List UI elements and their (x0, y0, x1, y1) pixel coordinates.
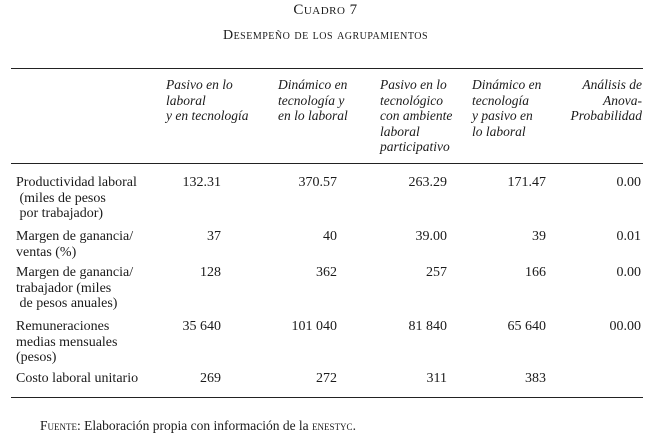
row-label-line: ventas (%) (16, 244, 77, 260)
row-label-line: medias mensuales (16, 334, 118, 350)
header-rule (11, 163, 643, 164)
table-cell: 171.47 (507, 175, 546, 190)
table-cell: 269 (200, 371, 221, 386)
column-header-1 (166, 77, 268, 124)
table-cell: 370.57 (298, 175, 337, 190)
row-label-line: Remuneraciones (16, 319, 110, 334)
table-cell: 35 640 (182, 319, 221, 334)
column-header-4 (472, 77, 562, 139)
column-header-line: y pasivo en (472, 108, 533, 123)
source-text: Elaboración propia con información de la (80, 418, 313, 433)
row-label-line: (pesos) (16, 350, 57, 365)
table-number: Cuadro 7 (293, 2, 358, 18)
row-label (16, 265, 176, 312)
column-header-line: laboral (380, 123, 420, 139)
column-header-line: Pasivo en lo (380, 77, 447, 92)
column-header-line: en lo laboral (278, 108, 348, 123)
column-header-line: Análisis de (582, 77, 642, 92)
table-cell: 263.29 (408, 175, 447, 190)
row-label (16, 371, 176, 387)
column-header-2 (278, 77, 370, 124)
row-label-line: Margen de ganancia/ (16, 265, 134, 280)
row-label-line: Margen de ganancia/ (16, 229, 134, 244)
source-prefix: Fuente: (40, 418, 81, 433)
table-cell: 39 (532, 229, 546, 244)
table-title: Desempeño de los agrupamientos (222, 28, 429, 43)
row-label-line: (miles de pesos (16, 190, 106, 206)
column-header-line: Dinámico en (278, 77, 348, 92)
row-label-line: por trabajador) (16, 206, 104, 221)
column-header-line: Dinámico en (472, 77, 542, 92)
source-acronym: enestyc (312, 418, 353, 433)
table-cell: 128 (200, 265, 221, 280)
table-cell: 101 040 (291, 319, 337, 334)
table-cell: 0.00 (616, 175, 641, 190)
table-cell: 39.00 (415, 229, 447, 244)
row-label-line: de pesos anuales) (16, 296, 118, 311)
column-header-line: laboral (166, 92, 206, 108)
table-cell: 257 (426, 265, 447, 280)
column-header-line: Pasivo en lo (166, 77, 233, 92)
row-label-line: Productividad laboral (16, 175, 137, 190)
column-header-line: participativo (380, 139, 450, 154)
column-header-line: Anova- (603, 92, 642, 108)
table-cell: 0.00 (616, 265, 641, 280)
row-label (16, 319, 176, 366)
table-cell: 132.31 (182, 175, 221, 190)
table-cell: 81 840 (408, 319, 447, 334)
table-cell: 65 640 (507, 319, 546, 334)
column-header-3 (380, 77, 468, 155)
column-header-line: tecnología (472, 92, 529, 108)
column-header-line: con ambiente (380, 108, 453, 123)
table-cell: 0.01 (616, 229, 641, 244)
column-header-line: lo laboral (472, 123, 526, 139)
top-rule (11, 68, 643, 69)
bottom-rule (11, 397, 643, 398)
table-cell: 37 (207, 229, 221, 244)
table-cell: 272 (316, 371, 337, 386)
source-note (40, 418, 356, 434)
column-header-line: Probabilidad (570, 108, 642, 123)
table-cell: 166 (525, 265, 546, 280)
table-cell: 00.00 (609, 319, 641, 334)
table-cell: 362 (316, 265, 337, 280)
row-label-line: Costo laboral unitario (16, 371, 139, 386)
column-header-5 (560, 77, 642, 124)
table-cell: 311 (426, 371, 447, 386)
row-label-line: trabajador (miles (16, 280, 112, 296)
row-label (16, 175, 176, 222)
column-header-line: tecnología y (278, 92, 345, 108)
column-header-line: tecnológico (380, 92, 443, 108)
table-cell: 383 (525, 371, 546, 386)
column-header-line: y en tecnología (166, 108, 249, 123)
table-cell: 40 (323, 229, 337, 244)
row-label (16, 229, 176, 260)
source-end: . (352, 418, 356, 433)
